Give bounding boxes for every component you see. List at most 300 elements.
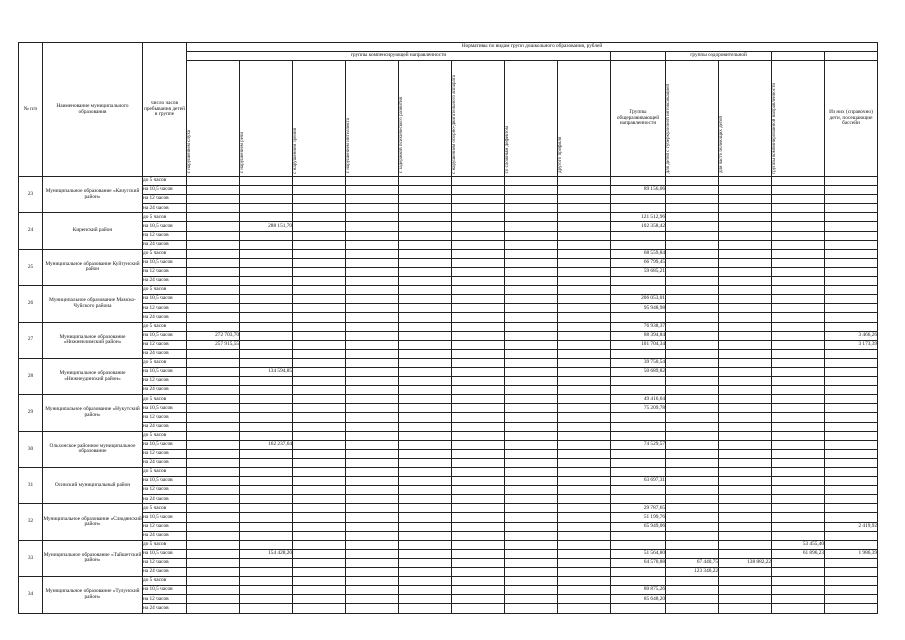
value-cell	[452, 458, 505, 467]
value-cell	[187, 386, 240, 395]
value-cell	[399, 177, 452, 186]
value-cell	[187, 213, 240, 222]
value-cell	[399, 404, 452, 413]
value-cell	[505, 449, 558, 458]
value-cell	[719, 531, 772, 540]
value-cell: 39 750,54	[611, 358, 666, 367]
value-cell	[772, 213, 825, 222]
value-cell	[505, 177, 558, 186]
value-cell: 272 703,70	[187, 331, 240, 340]
table-row	[19, 322, 878, 331]
value-cell	[240, 458, 293, 467]
value-cell	[611, 577, 666, 586]
value-cell	[825, 595, 878, 604]
value-cell	[399, 322, 452, 331]
value-cell	[772, 286, 825, 295]
value-cell	[399, 195, 452, 204]
value-cell	[719, 267, 772, 276]
hours-cell: на 24 часов	[143, 568, 187, 577]
value-cell	[346, 258, 399, 267]
header-hours: число часов пребывания детей в группе	[143, 43, 187, 177]
value-cell	[187, 186, 240, 195]
value-cell	[399, 413, 452, 422]
value-cell	[558, 486, 611, 495]
value-cell	[558, 522, 611, 531]
hours-cell: до 5 часов	[143, 540, 187, 549]
table-row	[19, 240, 878, 249]
value-cell	[293, 304, 346, 313]
municipality-name: Муниципальное образование «Качугский район»	[43, 177, 143, 213]
value-cell	[240, 431, 293, 440]
value-cell	[240, 386, 293, 395]
table-row	[19, 286, 878, 295]
value-cell: 3 466,26	[825, 331, 878, 340]
table-row	[19, 195, 878, 204]
value-cell	[293, 395, 346, 404]
value-cell	[399, 449, 452, 458]
row-number: 29	[19, 395, 43, 431]
value-cell	[240, 413, 293, 422]
header-health-group: группы оздоровительной	[666, 52, 772, 61]
value-cell	[505, 604, 558, 613]
value-cell	[558, 531, 611, 540]
value-cell	[825, 404, 878, 413]
value-cell	[825, 386, 878, 395]
value-cell	[825, 195, 878, 204]
value-cell	[293, 204, 346, 213]
value-cell	[293, 313, 346, 322]
value-cell	[240, 468, 293, 477]
value-cell	[772, 449, 825, 458]
value-cell	[187, 604, 240, 613]
value-cell	[719, 431, 772, 440]
municipality-name: Муниципальное образование «Нукутский район»	[43, 395, 143, 431]
value-cell	[666, 468, 719, 477]
value-cell	[666, 495, 719, 504]
value-cell	[346, 213, 399, 222]
value-cell	[666, 349, 719, 358]
value-cell	[825, 540, 878, 549]
hours-cell: на 10,5 часов	[143, 513, 187, 522]
value-cell	[346, 349, 399, 358]
value-cell: 63 697,31	[611, 477, 666, 486]
value-cell	[346, 558, 399, 567]
value-cell	[505, 295, 558, 304]
value-cell	[772, 440, 825, 449]
value-cell	[346, 231, 399, 240]
value-cell	[558, 595, 611, 604]
value-cell	[825, 449, 878, 458]
value-cell	[399, 549, 452, 558]
table-row	[19, 358, 878, 367]
value-cell	[346, 222, 399, 231]
value-cell: 89 156,06	[611, 186, 666, 195]
table-row	[19, 367, 878, 376]
value-cell	[772, 186, 825, 195]
value-cell	[558, 513, 611, 522]
hours-cell: на 24 часов	[143, 531, 187, 540]
value-cell: 1 986,39	[825, 549, 878, 558]
value-cell	[187, 249, 240, 258]
value-cell	[825, 431, 878, 440]
value-cell	[293, 222, 346, 231]
value-cell	[346, 568, 399, 577]
value-cell	[452, 577, 505, 586]
value-cell	[346, 304, 399, 313]
value-cell	[452, 231, 505, 240]
value-cell	[187, 295, 240, 304]
value-cell	[719, 595, 772, 604]
value-cell	[346, 495, 399, 504]
table-row	[19, 468, 878, 477]
value-cell	[293, 322, 346, 331]
value-cell	[611, 240, 666, 249]
value-cell	[187, 468, 240, 477]
table-row	[19, 349, 878, 358]
value-cell	[719, 304, 772, 313]
value-cell	[772, 531, 825, 540]
value-cell	[719, 313, 772, 322]
value-cell	[346, 358, 399, 367]
value-cell	[825, 295, 878, 304]
table-row	[19, 513, 878, 522]
table-row	[19, 295, 878, 304]
value-cell	[666, 549, 719, 558]
value-cell	[452, 240, 505, 249]
value-cell	[399, 586, 452, 595]
value-cell	[346, 204, 399, 213]
value-cell	[825, 213, 878, 222]
value-cell	[240, 349, 293, 358]
hours-cell: до 5 часов	[143, 395, 187, 404]
value-cell	[399, 477, 452, 486]
value-cell	[399, 295, 452, 304]
value-cell	[240, 249, 293, 258]
value-cell	[611, 195, 666, 204]
value-cell	[505, 286, 558, 295]
value-cell	[558, 431, 611, 440]
value-cell	[719, 295, 772, 304]
value-cell	[452, 204, 505, 213]
value-cell	[666, 249, 719, 258]
value-cell	[399, 422, 452, 431]
value-cell	[240, 340, 293, 349]
value-cell	[240, 277, 293, 286]
header-col-label: с задержкой психического развития	[399, 97, 404, 174]
value-cell	[293, 477, 346, 486]
value-cell	[505, 595, 558, 604]
value-cell	[611, 495, 666, 504]
municipality-name: Муниципальное образование Мамско-Чуйского района	[43, 286, 143, 322]
value-cell	[505, 258, 558, 267]
value-cell	[666, 177, 719, 186]
value-cell	[611, 486, 666, 495]
value-cell: 51 564,80	[611, 549, 666, 558]
value-cell	[293, 231, 346, 240]
header-col-label: для детей с туберкулезной интоксикацией	[666, 84, 671, 174]
value-cell	[399, 277, 452, 286]
value-cell	[452, 295, 505, 304]
value-cell	[187, 204, 240, 213]
value-cell	[452, 549, 505, 558]
value-cell	[772, 595, 825, 604]
value-cell	[719, 395, 772, 404]
value-cell	[558, 258, 611, 267]
value-cell	[240, 286, 293, 295]
value-cell	[240, 540, 293, 549]
hours-cell: до 5 часов	[143, 468, 187, 477]
value-cell	[452, 304, 505, 313]
municipality-name: Муниципальное образование Куйтунский район	[43, 249, 143, 285]
value-cell	[505, 386, 558, 395]
value-cell	[505, 504, 558, 513]
value-cell	[825, 367, 878, 376]
municipality-name: Ольхонское районное муниципальное образование	[43, 431, 143, 467]
value-cell	[719, 549, 772, 558]
value-cell	[558, 386, 611, 395]
value-cell	[293, 586, 346, 595]
value-cell	[240, 422, 293, 431]
value-cell	[611, 540, 666, 549]
value-cell	[293, 267, 346, 276]
value-cell	[505, 531, 558, 540]
value-cell	[666, 504, 719, 513]
value-cell	[452, 395, 505, 404]
value-cell	[399, 604, 452, 613]
value-cell	[719, 468, 772, 477]
value-cell	[772, 313, 825, 322]
value-cell	[825, 558, 878, 567]
value-cell	[346, 322, 399, 331]
value-cell	[399, 458, 452, 467]
value-cell	[666, 377, 719, 386]
value-cell	[452, 277, 505, 286]
value-cell	[825, 349, 878, 358]
value-cell	[719, 577, 772, 586]
value-cell	[293, 340, 346, 349]
hours-cell: на 24 часов	[143, 204, 187, 213]
value-cell	[187, 449, 240, 458]
value-cell	[666, 277, 719, 286]
value-cell	[505, 249, 558, 258]
value-cell	[346, 549, 399, 558]
value-cell	[293, 449, 346, 458]
value-cell	[240, 267, 293, 276]
hours-cell: на 12 часов	[143, 558, 187, 567]
value-cell: 162 237,64	[240, 440, 293, 449]
value-cell	[187, 440, 240, 449]
hours-cell: на 12 часов	[143, 377, 187, 386]
value-cell	[187, 477, 240, 486]
value-cell	[505, 522, 558, 531]
value-cell	[505, 213, 558, 222]
value-cell	[772, 568, 825, 577]
value-cell: 101 704,34	[611, 340, 666, 349]
value-cell	[505, 358, 558, 367]
table-row	[19, 540, 878, 549]
value-cell	[666, 458, 719, 467]
value-cell	[825, 249, 878, 258]
value-cell	[825, 440, 878, 449]
municipality-name: Муниципальное образование «Нижнеилимский район»	[43, 322, 143, 358]
value-cell	[452, 604, 505, 613]
value-cell	[240, 258, 293, 267]
value-cell	[611, 604, 666, 613]
municipality-name: Муниципальное образование «Тулунский район»	[43, 577, 143, 613]
value-cell	[399, 377, 452, 386]
header-col-12: Из них (справочно) дети, посещающие бассейн	[825, 61, 878, 177]
value-cell	[399, 286, 452, 295]
value-cell	[666, 477, 719, 486]
header-col-8: Группы общеразвивающей направленности	[611, 61, 666, 177]
value-cell	[399, 395, 452, 404]
row-number: 31	[19, 468, 43, 504]
value-cell	[452, 313, 505, 322]
value-cell	[346, 395, 399, 404]
value-cell	[719, 377, 772, 386]
value-cell	[772, 358, 825, 367]
value-cell	[825, 258, 878, 267]
value-cell	[505, 458, 558, 467]
value-cell	[825, 286, 878, 295]
hours-cell: на 24 часов	[143, 604, 187, 613]
row-number: 32	[19, 504, 43, 540]
table-row	[19, 258, 878, 267]
table-row	[19, 495, 878, 504]
table-row	[19, 422, 878, 431]
value-cell	[666, 195, 719, 204]
value-cell	[666, 304, 719, 313]
value-cell	[293, 404, 346, 413]
value-cell	[558, 304, 611, 313]
value-cell	[293, 495, 346, 504]
value-cell	[187, 367, 240, 376]
value-cell	[240, 577, 293, 586]
value-cell	[187, 404, 240, 413]
value-cell	[558, 231, 611, 240]
value-cell	[399, 440, 452, 449]
value-cell	[505, 304, 558, 313]
table-row	[19, 277, 878, 286]
value-cell	[346, 586, 399, 595]
row-number: 28	[19, 358, 43, 394]
value-cell	[666, 540, 719, 549]
value-cell	[293, 522, 346, 531]
value-cell	[240, 504, 293, 513]
value-cell	[666, 240, 719, 249]
value-cell	[611, 377, 666, 386]
hours-cell: на 12 часов	[143, 231, 187, 240]
value-cell	[719, 568, 772, 577]
value-cell	[399, 186, 452, 195]
value-cell	[505, 367, 558, 376]
value-cell	[187, 595, 240, 604]
value-cell	[240, 313, 293, 322]
value-cell	[293, 549, 346, 558]
value-cell	[505, 313, 558, 322]
value-cell	[187, 549, 240, 558]
value-cell	[772, 331, 825, 340]
value-cell	[452, 358, 505, 367]
value-cell	[293, 240, 346, 249]
value-cell	[346, 595, 399, 604]
value-cell	[719, 177, 772, 186]
value-cell	[825, 277, 878, 286]
value-cell	[719, 522, 772, 531]
value-cell	[719, 249, 772, 258]
value-cell: 65 949,06	[611, 522, 666, 531]
table-row	[19, 267, 878, 276]
value-cell	[452, 386, 505, 395]
value-cell	[666, 595, 719, 604]
value-cell	[399, 267, 452, 276]
value-cell	[505, 331, 558, 340]
value-cell	[187, 413, 240, 422]
value-cell	[719, 340, 772, 349]
value-cell	[772, 231, 825, 240]
value-cell	[452, 595, 505, 604]
value-cell	[772, 522, 825, 531]
value-cell	[505, 395, 558, 404]
value-cell	[346, 286, 399, 295]
value-cell	[399, 358, 452, 367]
value-cell	[187, 304, 240, 313]
value-cell	[719, 504, 772, 513]
value-cell	[452, 340, 505, 349]
value-cell	[772, 267, 825, 276]
value-cell	[399, 386, 452, 395]
value-cell	[293, 177, 346, 186]
value-cell	[293, 258, 346, 267]
value-cell	[719, 540, 772, 549]
value-cell	[187, 586, 240, 595]
header-col-9	[666, 61, 719, 177]
value-cell	[240, 331, 293, 340]
value-cell: 206 053,01	[611, 295, 666, 304]
value-cell	[346, 404, 399, 413]
value-cell	[505, 486, 558, 495]
value-cell	[772, 504, 825, 513]
value-cell	[505, 340, 558, 349]
value-cell	[505, 431, 558, 440]
value-cell	[240, 449, 293, 458]
value-cell: 67 440,75	[666, 558, 719, 567]
value-cell	[558, 331, 611, 340]
value-cell	[558, 340, 611, 349]
value-cell	[825, 267, 878, 276]
value-cell	[452, 349, 505, 358]
value-cell	[452, 186, 505, 195]
header-col-label: с нарушением речи	[240, 132, 245, 174]
municipality-name: Муниципальное образование «Тайшетский район»	[43, 540, 143, 576]
value-cell	[772, 349, 825, 358]
value-cell	[505, 195, 558, 204]
value-cell	[346, 422, 399, 431]
value-cell	[293, 504, 346, 513]
table-row	[19, 522, 878, 531]
value-cell	[240, 568, 293, 577]
hours-cell: до 5 часов	[143, 286, 187, 295]
value-cell	[558, 604, 611, 613]
value-cell	[666, 267, 719, 276]
value-cell	[719, 195, 772, 204]
value-cell	[187, 358, 240, 367]
table-row	[19, 231, 878, 240]
value-cell	[452, 286, 505, 295]
hours-cell: на 12 часов	[143, 413, 187, 422]
value-cell	[772, 586, 825, 595]
value-cell	[293, 413, 346, 422]
